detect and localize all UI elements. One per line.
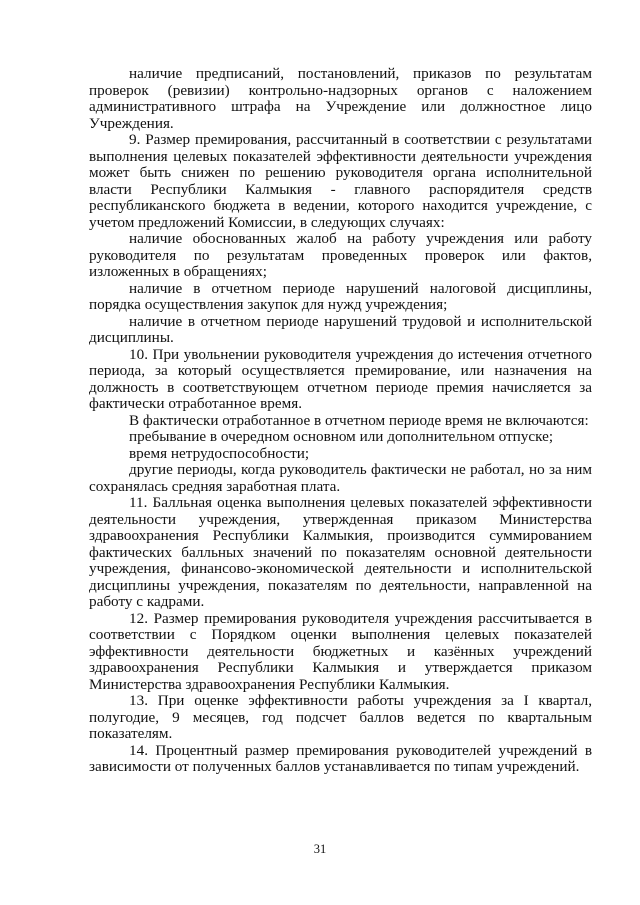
paragraph-sick-leave: время нетрудоспособности; [129,444,310,462]
page-number: 31 [313,842,327,856]
paragraph-item-12: 12. Размер премирования руководителя учреждения рассчитывается в соответствии с Порядком оценки выполнения целевых показателей эффективности деятельности бюджетных и казённых учреждений здравоохранения Республики Калмыкия и утверждается приказом Министерства здравоохранения Республики Калмыкия. [89,609,592,693]
paragraph-item-10: 10. При увольнении руководителя учреждения до истечения отчетного периода, за который осуществляется премирование, или назначения на должность в соответствующем отчетном периоде премия начисляется за фактически отработанное время. [89,345,592,412]
document-body [89,66,592,776]
paragraph-sanctions: наличие предписаний, постановлений, приказов по результатам проверок (ревизии) контрольно-надзорных органов с наложением административного штрафа на Учреждение или должностное лицо Учреждения. [89,65,592,132]
paragraph-vacation: пребывание в очередном основном или дополнительном отпуске; [129,428,554,445]
paragraph-item-9: 9. Размер премирования, рассчитанный в соответствии с результатами выполнения целевых показателей эффективности деятельности учреждения может быть снижен по решению руководителя органа исполнительной власти Республики Калмыкия - главного распорядителя средств республиканского бюджета в ведении, которого находится учреждение, с учетом предложений Комиссии, в следующих случаях: [89,131,592,231]
paragraph-item-11: 11. Балльная оценка выполнения целевых показателей эффективности деятельности учреждения, утвержденная приказом Министерства здравоохранения Республики Калмыкия, производится суммированием фактических балльных значений по показателям основной деятельности учреждения, финансово-экономической деятельности и исполнительской дисциплины учреждения, показателям по деятельности, направленной на работу с кадрами. [89,494,592,610]
paragraph-tax-violations: наличие в отчетном периоде нарушений налоговой дисциплины, порядка осуществления закупок для нужд учреждения; [89,279,592,313]
paragraph-excluded-time: В фактически отработанное в отчетном периоде время не включаются: [129,411,589,429]
paragraph-other-periods: другие периоды, когда руководитель фактически не работал, но за ним сохранялась средняя заработная плата. [89,461,592,495]
paragraph-item-14: 14. Процентный размер премирования руководителей учреждений в зависимости от полученных баллов устанавливается по типам учреждений. [89,741,592,775]
paragraph-complaints: наличие обоснованных жалоб на работу учреждения или работу руководителя по результатам проведенных проверок или фактов, изложенных в обращениях; [89,230,592,280]
paragraph-item-13: 13. При оценке эффективности работы учреждения за I квартал, полугодие, 9 месяцев, год подсчет баллов ведется по квартальным показателям. [89,692,592,742]
paragraph-labor-violations: наличие в отчетном периоде нарушений трудовой и исполнительской дисциплины. [89,312,592,346]
